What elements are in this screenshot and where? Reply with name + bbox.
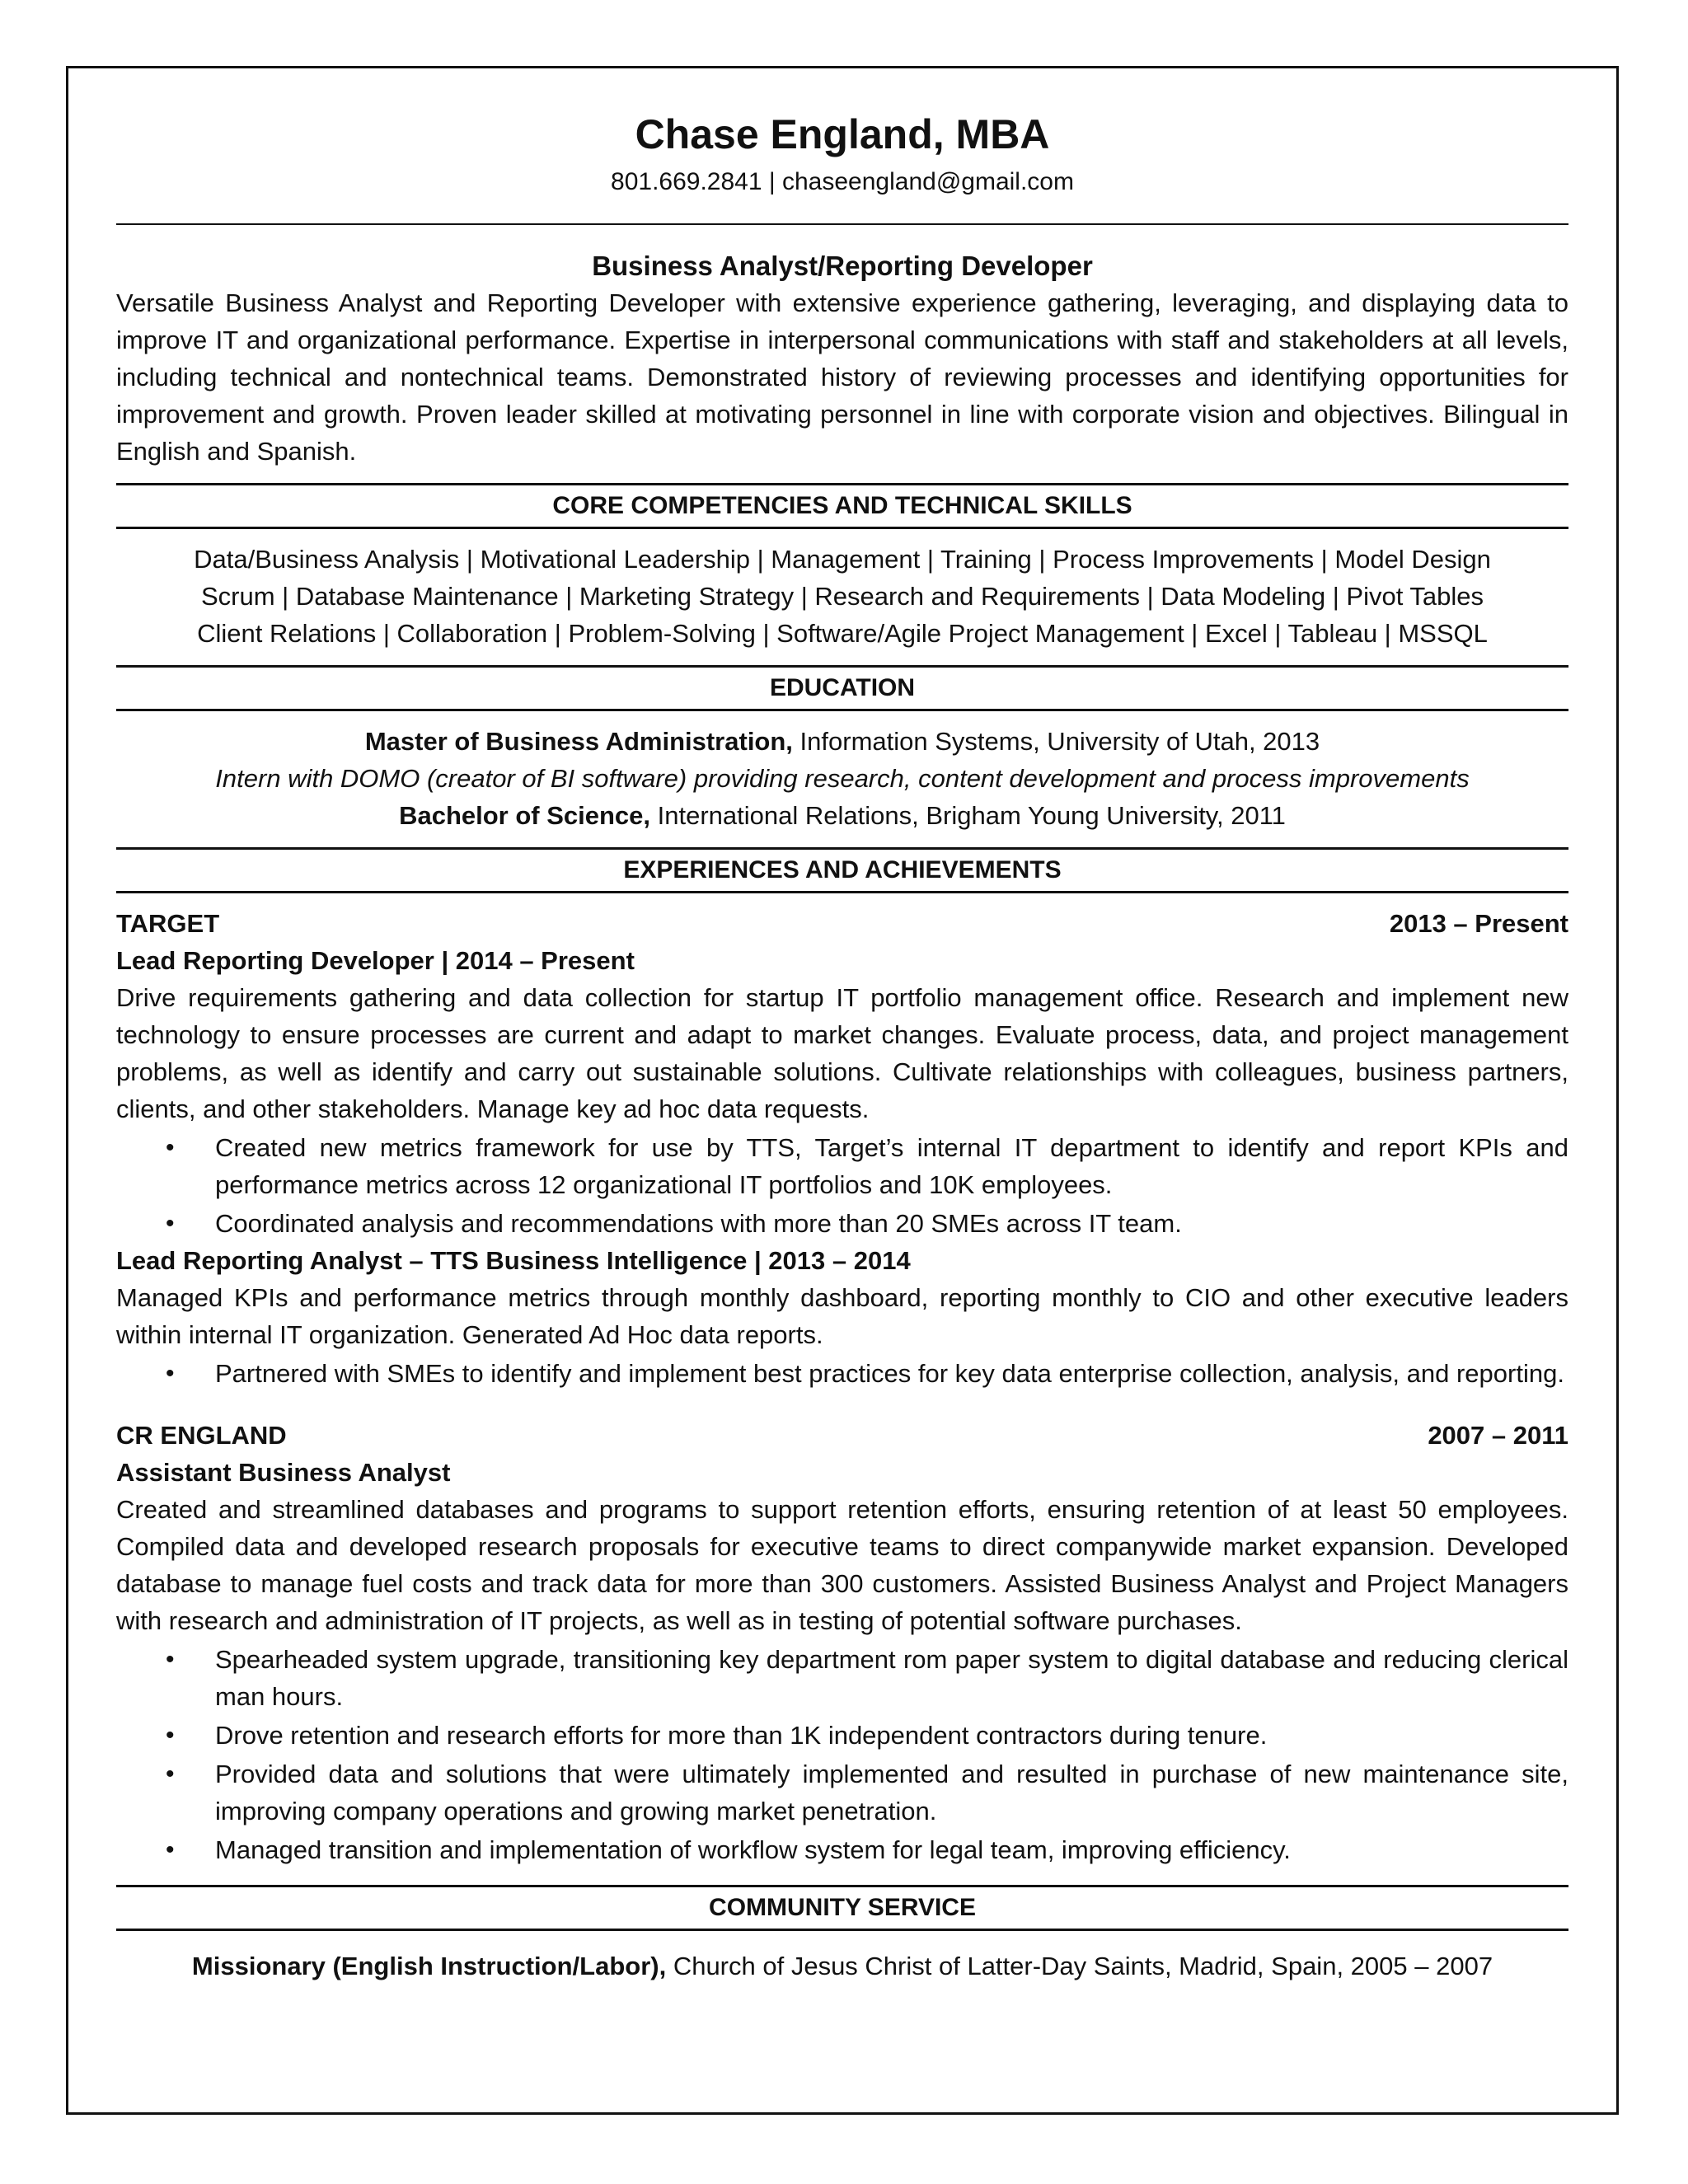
job-dates: 2013 – Present [1389, 909, 1568, 938]
job-company: CR ENGLAND [116, 1421, 287, 1450]
skills-line: Client Relations | Collaboration | Problem-Solving | Software/Agile Project Management | Excel | Tableau | MSSQL [197, 619, 1488, 648]
bs-degree: Bachelor of Science, [399, 801, 651, 830]
resume-content [116, 103, 1568, 1985]
education-intern-note: Intern with DOMO (creator of BI software) providing research, content development and process improvements [215, 764, 1470, 793]
bullet-icon: • [166, 1134, 175, 1161]
bullet-icon: • [166, 1760, 175, 1788]
job-target [116, 905, 1568, 1392]
experience-heading: EXPERIENCES AND ACHIEVEMENTS [116, 847, 1568, 893]
skills-line: Scrum | Database Maintenance | Marketing Strategy | Research and Requirements | Data Modeling | Pivot Tables [200, 582, 1484, 611]
job-cr-england [116, 1417, 1568, 1868]
list-item [116, 1129, 1568, 1203]
bullet-text: Drove retention and research efforts for more than 1K independent contractors during tenure. [215, 1721, 1268, 1750]
list-item [116, 1641, 1568, 1715]
candidate-name: Chase England, MBA [635, 111, 1050, 157]
bullet-icon: • [166, 1210, 175, 1237]
role-bullets [116, 1355, 1568, 1392]
education-mba [116, 723, 1568, 760]
resume-page [66, 66, 1619, 2115]
role-bullets [116, 1641, 1568, 1868]
community-entry [116, 1947, 1568, 1985]
list-item [116, 1831, 1568, 1868]
role-description: Created and streamlined databases and programs to support retention efforts, ensuring retention of at least 50 employees. Compiled data and developed research proposals for executive teams to direct companywide market expansion. Developed database to manage fuel costs and track data for more than 300 customers. Assisted Business Analyst and Project Managers with research and administration of IT projects, as well as in testing of potential software purchases. [116, 1495, 1568, 1635]
list-item [116, 1717, 1568, 1754]
community-role: Missionary (English Instruction/Labor), [191, 1952, 667, 1980]
bullet-icon: • [166, 1722, 175, 1749]
education-bs [116, 797, 1568, 834]
role-title: Lead Reporting Developer | 2014 – Present [116, 946, 635, 975]
bullet-text: Partnered with SMEs to identify and implement best practices for key data enterprise collection, analysis, and reporting. [215, 1359, 1564, 1388]
list-item [116, 1755, 1568, 1830]
community-heading: COMMUNITY SERVICE [116, 1885, 1568, 1931]
header-divider [116, 223, 1568, 225]
skills-list [116, 541, 1568, 652]
bullet-text: Provided data and solutions that were ultimately implemented and resulted in purchase of new maintenance site, improving company operations and growing market penetration. [215, 1760, 1568, 1825]
bullet-icon: • [166, 1836, 175, 1863]
role-title: Assistant Business Analyst [116, 1458, 451, 1487]
mba-degree: Master of Business Administration, [364, 727, 793, 756]
bullet-text: Spearheaded system upgrade, transitioning key department rom paper system to digital database and reducing clerical man hours. [215, 1645, 1568, 1711]
bullet-icon: • [166, 1360, 175, 1387]
skills-line: Data/Business Analysis | Motivational Leadership | Management | Training | Process Improvements | Model Design [194, 545, 1491, 574]
bullet-text: Created new metrics framework for use by TTS, Target’s internal IT department to identify and report KPIs and performance metrics across 12 organizational IT portfolios and 10K employees. [215, 1133, 1568, 1199]
list-item [116, 1205, 1568, 1242]
mba-detail: Information Systems, University of Utah, 2013 [792, 727, 1320, 756]
skills-heading: CORE COMPETENCIES AND TECHNICAL SKILLS [116, 483, 1568, 529]
education-heading: EDUCATION [116, 665, 1568, 711]
role-description: Managed KPIs and performance metrics through monthly dashboard, reporting monthly to CIO and other executive leaders within internal IT organization. Generated Ad Hoc data reports. [116, 1283, 1568, 1349]
community-detail: Church of Jesus Christ of Latter-Day Saints, Madrid, Spain, 2005 – 2007 [666, 1952, 1493, 1980]
summary-text: Versatile Business Analyst and Reporting Developer with extensive experience gathering, leveraging, and displaying data to improve IT and organizational performance. Expertise in interpersonal communications with staff and stakeholders at all levels, including technical and nontechnical teams. Demonstrated history of reviewing processes and identifying opportunities for improvement and growth. Proven leader skilled at motivating personnel in line with corporate vision and objectives. Bilingual in English and Spanish. [116, 288, 1568, 466]
list-item [116, 1355, 1568, 1392]
summary-title: Business Analyst/Reporting Developer [592, 251, 1093, 281]
job-dates: 2007 – 2011 [1428, 1421, 1568, 1450]
job-header [116, 905, 1568, 942]
job-header [116, 1417, 1568, 1454]
bs-detail: International Relations, Brigham Young University, 2011 [650, 801, 1286, 830]
education-list [116, 723, 1568, 834]
spacer [116, 1392, 1568, 1417]
role-title: Lead Reporting Analyst – TTS Business Intelligence | 2013 – 2014 [116, 1246, 911, 1275]
bullet-icon: • [166, 1646, 175, 1673]
role-bullets [116, 1129, 1568, 1242]
role-description: Drive requirements gathering and data collection for startup IT portfolio management office. Research and implement new technology to ensure processes are current and adapt to market changes. Evaluate process, data, and project management problems, as well as identify and carry out sustainable solutions. Cultivate relationships with colleagues, business partners, clients, and other stakeholders. Manage key ad hoc data requests. [116, 983, 1568, 1123]
job-company: TARGET [116, 909, 220, 938]
bullet-text: Coordinated analysis and recommendations with more than 20 SMEs across IT team. [215, 1209, 1182, 1238]
bullet-text: Managed transition and implementation of workflow system for legal team, improving efficiency. [215, 1835, 1291, 1864]
contact-line: 801.669.2841 | chaseengland@gmail.com [611, 168, 1074, 195]
